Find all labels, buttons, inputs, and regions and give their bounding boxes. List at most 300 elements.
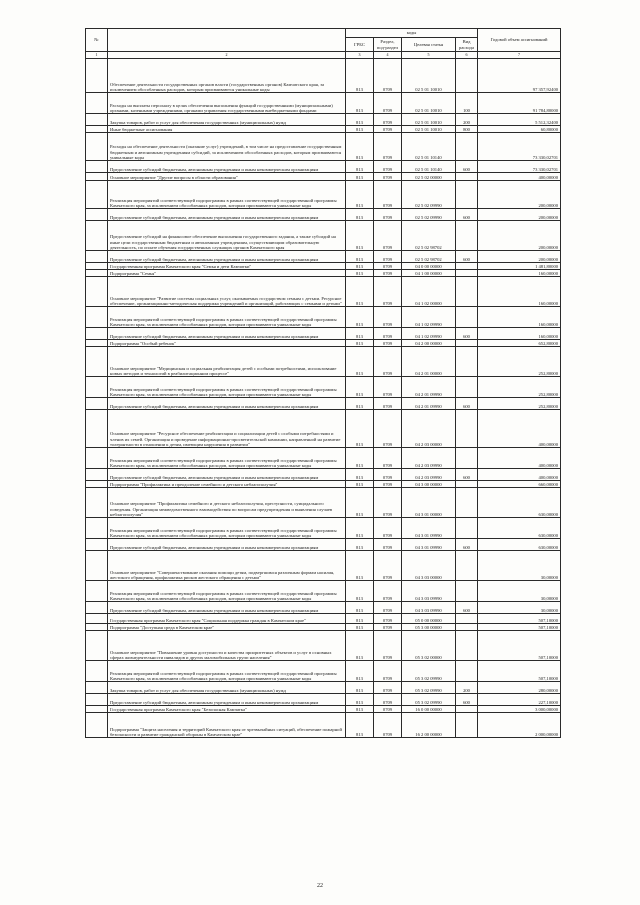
row-cst-cell: 05 0 00 00000 [402, 614, 456, 624]
row-vr-cell [456, 481, 478, 488]
row-amount-cell: 1 481,80000 [478, 263, 561, 270]
table-row [86, 469, 561, 481]
row-vr-cell: 600 [456, 469, 478, 481]
row-number-cell [86, 551, 108, 581]
row-cst-cell: 02 5 02 09990 [402, 209, 456, 221]
row-number-cell [86, 377, 108, 398]
row-cst-cell: 02 5 01 10140 [402, 133, 456, 161]
row-vr-cell [456, 631, 478, 661]
row-grbs-cell: 813 [346, 602, 374, 614]
row-vr-cell: 600 [456, 209, 478, 221]
row-razd-cell: 0709 [374, 539, 402, 551]
row-razd-cell: 0709 [374, 277, 402, 307]
row-cst-cell: 04 0 00 00000 [402, 263, 456, 270]
table-row [86, 614, 561, 624]
row-amount-cell: 630,00000 [478, 488, 561, 518]
row-cst-cell: 04 2 03 09990 [402, 448, 456, 469]
row-number-cell [86, 602, 108, 614]
row-number-cell [86, 614, 108, 624]
table-row [86, 126, 561, 133]
table-row [86, 410, 561, 448]
row-razd-cell: 0709 [374, 614, 402, 624]
row-cst-cell: 05 3 02 00000 [402, 631, 456, 661]
row-vr-cell: 200 [456, 682, 478, 694]
row-cst-cell: 04 3 00 00000 [402, 481, 456, 488]
table-row [86, 181, 561, 209]
col-num-3: 3 [346, 52, 374, 59]
row-grbs-cell: 813 [346, 713, 374, 738]
col-num-5: 5 [402, 52, 456, 59]
row-vr-cell [456, 270, 478, 277]
row-number-cell [86, 398, 108, 410]
row-vr-cell [456, 277, 478, 307]
row-amount-cell: 3 000,00000 [478, 706, 561, 713]
row-vr-cell: 600 [456, 539, 478, 551]
row-cst-cell: 04 1 00 00000 [402, 270, 456, 277]
row-vr-cell [456, 181, 478, 209]
row-number-cell [86, 161, 108, 173]
table-row [86, 93, 561, 114]
row-razd-cell: 0709 [374, 694, 402, 706]
col-cst-header: Целевая статья [402, 38, 456, 52]
row-number-cell [86, 221, 108, 251]
row-number-cell [86, 263, 108, 270]
row-cst-cell: 05 3 02 09990 [402, 661, 456, 682]
row-grbs-cell: 813 [346, 93, 374, 114]
row-name-cell: Предоставление субсидий на финансовое обеспечение выполнения государственного задания, а также субсидий на иные цели государственным бюджетным и автономным учреждениям, осуществляющим образовательную деятельность, по оплате обучения государственных служащих органов Камчатского края [108, 221, 346, 251]
row-amount-cell: 5 512,32400 [478, 114, 561, 126]
row-cst-cell: 04 1 02 09990 [402, 307, 456, 328]
row-amount-cell: 630,00000 [478, 539, 561, 551]
row-razd-cell: 0709 [374, 469, 402, 481]
row-amount-cell: 507,10000 [478, 631, 561, 661]
row-name-cell: Реализация мероприятий соответствующей подпрограммы в рамках соответствующей государственной программы Камчатского края, за исключением обособленных расходов, которым присваиваются уникальные коды [108, 518, 346, 539]
budget-rows [86, 59, 561, 738]
row-razd-cell: 0709 [374, 251, 402, 263]
row-amount-cell: 280,00000 [478, 682, 561, 694]
header-row-top [86, 29, 561, 38]
row-cst-cell: 02 5 02 98702 [402, 221, 456, 251]
table-row [86, 114, 561, 126]
table-row [86, 539, 561, 551]
table-row [86, 133, 561, 161]
row-grbs-cell: 813 [346, 682, 374, 694]
page-number: 22 [317, 883, 323, 889]
row-amount-cell: 160,00000 [478, 307, 561, 328]
table-row [86, 706, 561, 713]
row-amount-cell: 200,00000 [478, 251, 561, 263]
table-row [86, 209, 561, 221]
row-amount-cell: 30,00000 [478, 581, 561, 602]
row-razd-cell: 0709 [374, 624, 402, 631]
row-grbs-cell: 813 [346, 661, 374, 682]
row-amount-cell: 2 000,00000 [478, 713, 561, 738]
row-name-cell: Основное мероприятие "Совершенствование оказания помощи детям, подвергшимся различным формам насилия, жестокого обращения, профилактика рисков жестокого обращения с детьми" [108, 551, 346, 581]
table-row [86, 551, 561, 581]
row-amount-cell: 400,00000 [478, 173, 561, 181]
row-razd-cell: 0709 [374, 488, 402, 518]
row-number-cell [86, 328, 108, 340]
row-grbs-cell: 813 [346, 347, 374, 377]
table-row [86, 488, 561, 518]
col-num-6: 6 [456, 52, 478, 59]
row-number-cell [86, 682, 108, 694]
table-row [86, 624, 561, 631]
row-name-cell: Основное мероприятие "Развитие системы социальных услуг, оказываемых государством семьям с детьми. Ресурсное обеспечение, организационно-методическая поддержка учреждений и организаций, работающих с семьями и детьми" [108, 277, 346, 307]
row-amount-cell: 200,00000 [478, 221, 561, 251]
table-row [86, 694, 561, 706]
row-cst-cell: 04 3 03 00000 [402, 551, 456, 581]
row-name-cell: Расходы на обеспечение деятельности (оказание услуг) учреждений, в том числе на предоставление государственным бюджетным и автономным учреждениям субсидий, за исключением обособленных расходов, которым присваиваются уникальные коды [108, 133, 346, 161]
row-razd-cell: 0709 [374, 173, 402, 181]
row-amount-cell: 73 330,02701 [478, 161, 561, 173]
row-grbs-cell: 813 [346, 410, 374, 448]
row-number-cell [86, 181, 108, 209]
row-amount-cell: 160,00000 [478, 328, 561, 340]
row-cst-cell: 04 3 01 00000 [402, 488, 456, 518]
row-razd-cell: 0709 [374, 410, 402, 448]
row-number-cell [86, 469, 108, 481]
row-number-cell [86, 59, 108, 93]
row-grbs-cell: 813 [346, 161, 374, 173]
row-name-cell: Подпрограмма "Доступная среда в Камчатском крае" [108, 624, 346, 631]
table-row [86, 631, 561, 661]
row-vr-cell: 200 [456, 114, 478, 126]
row-number-cell [86, 277, 108, 307]
row-number-cell [86, 448, 108, 469]
row-grbs-cell: 813 [346, 624, 374, 631]
row-number-cell [86, 126, 108, 133]
row-amount-cell: 227,10000 [478, 694, 561, 706]
col-total-header: Годовой объем ассигнований [478, 29, 561, 52]
row-cst-cell: 04 3 03 09990 [402, 581, 456, 602]
row-name-cell: Государственная программа Камчатского края "Безопасная Камчатка" [108, 706, 346, 713]
row-cst-cell: 04 2 01 00000 [402, 347, 456, 377]
row-razd-cell: 0709 [374, 682, 402, 694]
col-num-1: 1 [86, 52, 108, 59]
row-grbs-cell: 813 [346, 181, 374, 209]
table-row [86, 518, 561, 539]
row-vr-cell [456, 377, 478, 398]
row-number-cell [86, 581, 108, 602]
table-row [86, 59, 561, 93]
row-razd-cell: 0709 [374, 481, 402, 488]
row-amount-cell: 507,10000 [478, 661, 561, 682]
codes-header: коды [346, 29, 478, 38]
col-grbs-header: ГРБС [346, 38, 374, 52]
row-number-cell [86, 631, 108, 661]
row-grbs-cell: 813 [346, 481, 374, 488]
row-number-cell [86, 340, 108, 347]
row-name-cell: Основное мероприятие "Медицинская и социальная реабилитация детей с особыми потребностями, использование новых методов и технологий в реабилитационном процессе" [108, 347, 346, 377]
row-vr-cell: 600 [456, 398, 478, 410]
row-cst-cell: 02 5 01 10140 [402, 161, 456, 173]
table-row [86, 221, 561, 251]
row-vr-cell [456, 713, 478, 738]
row-grbs-cell: 813 [346, 551, 374, 581]
row-razd-cell: 0709 [374, 581, 402, 602]
row-name-cell: Основное мероприятие "Ресурсное обеспечение реабилитации и социализации детей с особыми потребностями и членов их семей. Организация и проведение информационно-просветительской кампании, направленной на развитие толерантности в отношении к детям, имеющим нарушения в развитии" [108, 410, 346, 448]
row-vr-cell [456, 551, 478, 581]
row-grbs-cell: 813 [346, 614, 374, 624]
col-razd-header: Раздел, под-раздел [374, 38, 402, 52]
row-vr-cell [456, 173, 478, 181]
row-name-cell: Основное мероприятие "Другие вопросы в области образования" [108, 173, 346, 181]
row-name-cell: Подпрограмма "Особый ребенок" [108, 340, 346, 347]
row-cst-cell: 02 5 02 00000 [402, 173, 456, 181]
col-num-7: 7 [478, 52, 561, 59]
row-name-cell: Предоставление субсидий бюджетным, автономным учреждениям и иным некоммерческим организациям [108, 469, 346, 481]
row-name-cell: Закупка товаров, работ и услуг для обеспечения государственных (муниципальных) нужд [108, 682, 346, 694]
row-grbs-cell: 813 [346, 488, 374, 518]
col-num-2: 2 [108, 52, 346, 59]
row-vr-cell [456, 488, 478, 518]
row-amount-cell: 507,10000 [478, 624, 561, 631]
row-amount-cell: 660,00000 [478, 481, 561, 488]
row-razd-cell: 0709 [374, 133, 402, 161]
row-name-cell: Реализация мероприятий соответствующей подпрограммы в рамках соответствующей государственной программы Камчатского края, за исключением обособленных расходов, которым присваиваются уникальные коды [108, 377, 346, 398]
row-grbs-cell: 813 [346, 270, 374, 277]
row-grbs-cell: 813 [346, 694, 374, 706]
table-row [86, 270, 561, 277]
row-razd-cell: 0709 [374, 631, 402, 661]
row-vr-cell [456, 410, 478, 448]
table-row [86, 602, 561, 614]
row-vr-cell: 600 [456, 251, 478, 263]
row-number-cell [86, 694, 108, 706]
row-number-cell [86, 706, 108, 713]
table-row [86, 251, 561, 263]
row-amount-cell: 160,00000 [478, 270, 561, 277]
row-cst-cell: 16 0 00 00000 [402, 706, 456, 713]
row-name-cell: Реализация мероприятий соответствующей подпрограммы в рамках соответствующей государственной программы Камчатского края, за исключением обособленных расходов, которым присваиваются уникальные коды [108, 307, 346, 328]
row-amount-cell: 200,00000 [478, 181, 561, 209]
row-grbs-cell: 813 [346, 631, 374, 661]
row-name-cell: Предоставление субсидий бюджетным, автономным учреждениям и иным некоммерческим организациям [108, 251, 346, 263]
row-name-cell: Государственная программа Камчатского края "Семья и дети Камчатки" [108, 263, 346, 270]
row-razd-cell: 0709 [374, 263, 402, 270]
row-razd-cell: 0709 [374, 114, 402, 126]
row-razd-cell: 0709 [374, 221, 402, 251]
table-row [86, 307, 561, 328]
table-row [86, 713, 561, 738]
row-razd-cell: 0709 [374, 181, 402, 209]
row-grbs-cell: 813 [346, 277, 374, 307]
row-vr-cell: 600 [456, 161, 478, 173]
table-row [86, 682, 561, 694]
row-name-cell: Обеспечение деятельности государственных органов власти (государственных органов) Камчатского края, за исключением обособленных расходов, которым присваиваются уникальные коды [108, 59, 346, 93]
row-vr-cell [456, 448, 478, 469]
row-grbs-cell: 813 [346, 263, 374, 270]
row-grbs-cell: 813 [346, 340, 374, 347]
row-vr-cell [456, 518, 478, 539]
row-number-cell [86, 539, 108, 551]
row-vr-cell [456, 307, 478, 328]
row-vr-cell [456, 347, 478, 377]
row-amount-cell: 160,00000 [478, 277, 561, 307]
row-razd-cell: 0709 [374, 602, 402, 614]
row-razd-cell: 0709 [374, 340, 402, 347]
row-name-cell: Основное мероприятие "Повышение уровня доступности и качества приоритетных объектов и услуг в основных сферах жизнедеятельности инвалидов и других маломобильных групп населения" [108, 631, 346, 661]
row-vr-cell [456, 263, 478, 270]
row-grbs-cell: 813 [346, 209, 374, 221]
row-grbs-cell: 813 [346, 251, 374, 263]
row-razd-cell: 0709 [374, 59, 402, 93]
table-row [86, 481, 561, 488]
table-row [86, 328, 561, 340]
row-cst-cell: 04 2 03 00000 [402, 410, 456, 448]
row-razd-cell: 0709 [374, 209, 402, 221]
row-amount-cell: 252,80000 [478, 398, 561, 410]
row-name-cell: Предоставление субсидий бюджетным, автономным учреждениям и иным некоммерческим организациям [108, 161, 346, 173]
row-amount-cell: 252,80000 [478, 377, 561, 398]
row-amount-cell: 91 784,80000 [478, 93, 561, 114]
row-name-cell: Реализация мероприятий соответствующей подпрограммы в рамках соответствующей государственной программы Камчатского края, за исключением обособленных расходов, которым присваиваются уникальные коды [108, 581, 346, 602]
row-cst-cell: 16 2 00 00000 [402, 713, 456, 738]
row-cst-cell: 04 1 02 00000 [402, 277, 456, 307]
row-grbs-cell: 813 [346, 539, 374, 551]
row-razd-cell: 0709 [374, 713, 402, 738]
row-cst-cell: 05 3 02 09990 [402, 694, 456, 706]
row-grbs-cell: 813 [346, 59, 374, 93]
row-name-cell: Расходы на выплаты персоналу в целях обеспечения выполнения функций государственными (муниципальными) органами, казенными учреждениями, органами управления государственными внебюджетными фондами [108, 93, 346, 114]
row-number-cell [86, 481, 108, 488]
table-row [86, 277, 561, 307]
row-razd-cell: 0709 [374, 398, 402, 410]
row-name-cell: Реализация мероприятий соответствующей подпрограммы в рамках соответствующей государственной программы Камчатского края, за исключением обособленных расходов, которым присваиваются уникальные коды [108, 448, 346, 469]
row-razd-cell: 0709 [374, 126, 402, 133]
row-name-cell: Государственная программа Камчатского края "Социальная поддержка граждан в Камчатском крае" [108, 614, 346, 624]
row-vr-cell: 600 [456, 328, 478, 340]
row-grbs-cell: 813 [346, 448, 374, 469]
row-vr-cell [456, 581, 478, 602]
row-name-cell: Предоставление субсидий бюджетным, автономным учреждениям и иным некоммерческим организациям [108, 602, 346, 614]
row-amount-cell: 60,80000 [478, 126, 561, 133]
row-name-cell: Предоставление субсидий бюджетным, автономным учреждениям и иным некоммерческим организациям [108, 398, 346, 410]
row-number-cell [86, 624, 108, 631]
row-cst-cell: 04 1 02 09990 [402, 328, 456, 340]
row-cst-cell: 05 3 02 09990 [402, 682, 456, 694]
row-razd-cell: 0709 [374, 307, 402, 328]
row-amount-cell: 252,80000 [478, 347, 561, 377]
row-number-cell [86, 114, 108, 126]
header-row-numbers [86, 52, 561, 59]
row-name-cell: Предоставление субсидий бюджетным, автономным учреждениям и иным некоммерческим организациям [108, 694, 346, 706]
row-razd-cell: 0709 [374, 270, 402, 277]
row-cst-cell: 04 2 03 09990 [402, 469, 456, 481]
row-name-cell: Подпрограмма "Профилактика и преодоление семейного и детского неблагополучия" [108, 481, 346, 488]
row-grbs-cell: 813 [346, 469, 374, 481]
row-amount-cell: 507,10000 [478, 614, 561, 624]
row-cst-cell: 02 5 01 10010 [402, 126, 456, 133]
row-razd-cell: 0709 [374, 347, 402, 377]
row-amount-cell: 30,00000 [478, 602, 561, 614]
row-razd-cell: 0709 [374, 706, 402, 713]
row-name-cell: Реализация мероприятий соответствующей подпрограммы в рамках соответствующей государственной программы Камчатского края, за исключением обособленных расходов, которым присваиваются уникальные коды [108, 181, 346, 209]
row-name-cell: Реализация мероприятий соответствующей подпрограммы в рамках соответствующей государственной программы Камчатского края, за исключением обособленных расходов, которым присваиваются уникальные коды [108, 661, 346, 682]
row-razd-cell: 0709 [374, 377, 402, 398]
row-name-cell: Предоставление субсидий бюджетным, автономным учреждениям и иным некоммерческим организациям [108, 209, 346, 221]
row-razd-cell: 0709 [374, 93, 402, 114]
table-row [86, 340, 561, 347]
row-amount-cell: 630,00000 [478, 518, 561, 539]
row-vr-cell [456, 340, 478, 347]
row-cst-cell: 02 5 01 10010 [402, 114, 456, 126]
row-cst-cell: 02 5 02 09990 [402, 181, 456, 209]
row-name-cell: Иные бюджетные ассигнования [108, 126, 346, 133]
table-row [86, 347, 561, 377]
row-cst-cell: 04 2 01 09990 [402, 377, 456, 398]
row-vr-cell [456, 133, 478, 161]
row-name-cell: Предоставление субсидий бюджетным, автономным учреждениям и иным некоммерческим организациям [108, 539, 346, 551]
row-cst-cell: 04 2 00 00000 [402, 340, 456, 347]
row-vr-cell: 800 [456, 126, 478, 133]
budget-table [85, 28, 561, 738]
row-number-cell [86, 93, 108, 114]
row-razd-cell: 0709 [374, 448, 402, 469]
row-amount-cell: 30,00000 [478, 551, 561, 581]
table-row [86, 448, 561, 469]
col-number-header: № [86, 29, 108, 52]
row-vr-cell: 600 [456, 694, 478, 706]
row-name-cell: Подпрограмма "Семья" [108, 270, 346, 277]
row-grbs-cell: 813 [346, 328, 374, 340]
table-row [86, 161, 561, 173]
row-amount-cell: 73 330,02701 [478, 133, 561, 161]
row-razd-cell: 0709 [374, 551, 402, 581]
row-grbs-cell: 813 [346, 114, 374, 126]
row-cst-cell: 05 3 00 00000 [402, 624, 456, 631]
row-name-cell: Основное мероприятие "Профилактика семейного и детского неблагополучия, преступности, суицидального поведения. Организация межведомственного взаимодействия по вопросам предупреждения и выявления случаев неблагополучия" [108, 488, 346, 518]
row-name-cell: Предоставление субсидий бюджетным, автономным учреждениям и иным некоммерческим организациям [108, 328, 346, 340]
row-name-cell: Подпрограмма "Защита населения и территорий Камчатского края от чрезвычайных ситуаций, обеспечение пожарной безопасности и развитие гражданской обороны в Камчатском крае" [108, 713, 346, 738]
row-vr-cell [456, 661, 478, 682]
table-row [86, 581, 561, 602]
row-cst-cell: 04 3 01 09990 [402, 518, 456, 539]
row-number-cell [86, 307, 108, 328]
row-number-cell [86, 661, 108, 682]
row-number-cell [86, 270, 108, 277]
row-cst-cell: 02 5 01 10010 [402, 93, 456, 114]
row-grbs-cell: 813 [346, 307, 374, 328]
row-number-cell [86, 133, 108, 161]
row-vr-cell [456, 221, 478, 251]
row-vr-cell: 600 [456, 602, 478, 614]
row-number-cell [86, 347, 108, 377]
table-row [86, 263, 561, 270]
row-amount-cell: 200,00000 [478, 209, 561, 221]
col-name-header [108, 29, 346, 52]
row-number-cell [86, 173, 108, 181]
row-number-cell [86, 410, 108, 448]
row-grbs-cell: 813 [346, 518, 374, 539]
col-num-4: 4 [374, 52, 402, 59]
row-grbs-cell: 813 [346, 126, 374, 133]
row-razd-cell: 0709 [374, 661, 402, 682]
row-amount-cell: 400,00000 [478, 448, 561, 469]
row-cst-cell: 04 3 03 09990 [402, 602, 456, 614]
row-grbs-cell: 813 [346, 173, 374, 181]
col-vr-header: Вид расхода [456, 38, 478, 52]
table-row [86, 661, 561, 682]
table-row [86, 398, 561, 410]
row-number-cell [86, 518, 108, 539]
row-grbs-cell: 813 [346, 133, 374, 161]
row-number-cell [86, 488, 108, 518]
row-amount-cell: 652,80000 [478, 340, 561, 347]
row-cst-cell: 04 2 01 09990 [402, 398, 456, 410]
row-number-cell [86, 251, 108, 263]
